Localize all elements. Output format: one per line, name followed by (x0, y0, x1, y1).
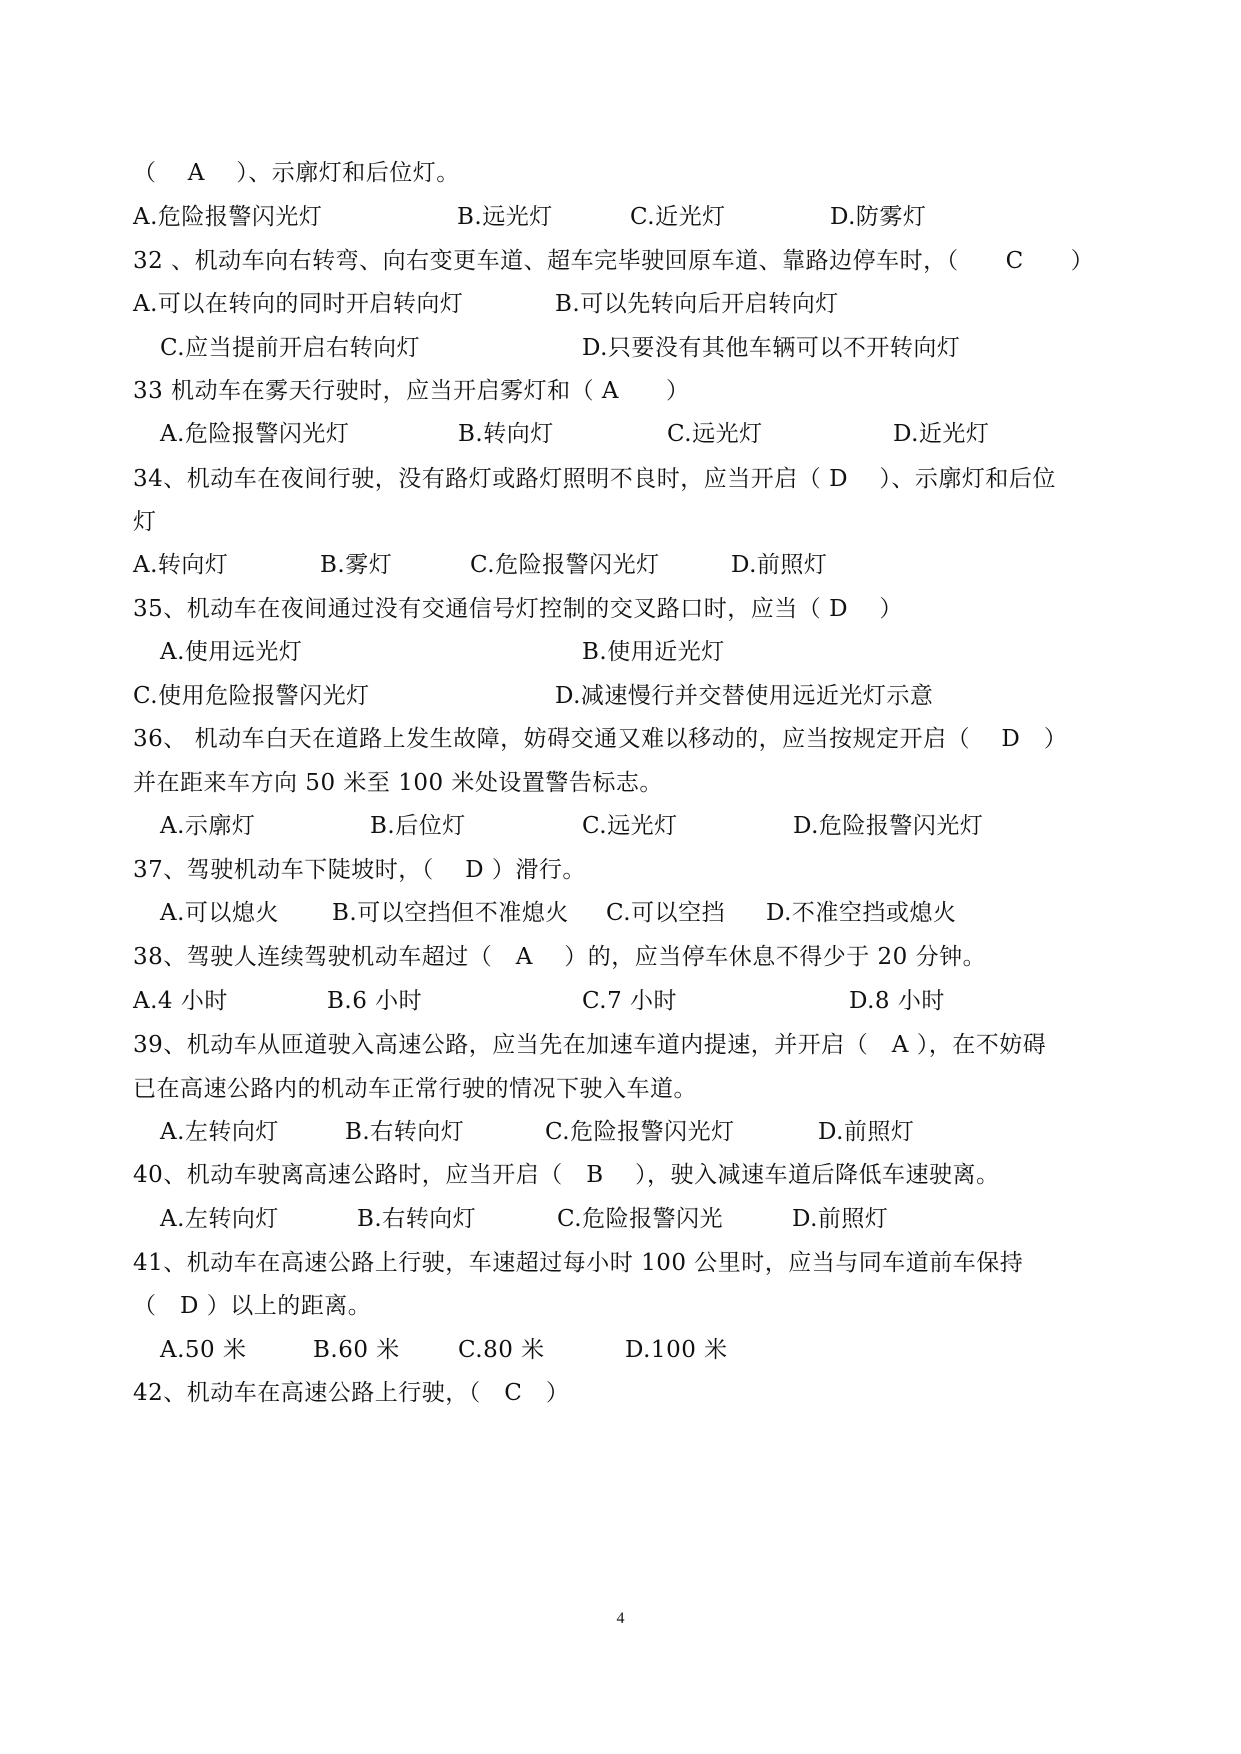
option-text: C.危险报警闪光 (557, 1206, 724, 1232)
option-text: C.危险报警闪光灯 (545, 1119, 735, 1145)
option-text: A.50 米 (160, 1337, 247, 1363)
question-text: （ A ）、示廓灯和后位灯。 (133, 160, 460, 186)
option-text: C.应当提前开启右转向灯 (160, 335, 421, 361)
question-text: 41、机动车在高速公路上行驶，车速超过每小时 100 公里时，应当与同车道前车保持 (133, 1250, 1024, 1276)
question-text: 已在高速公路内的机动车正常行驶的情况下驶入车道。 (133, 1076, 697, 1102)
question-text: 37、驾驶机动车下陡坡时，（ D ）滑行。 (133, 857, 586, 883)
option-text: B.可以空挡但不准熄火 (332, 900, 569, 926)
page-number: 4 (616, 1610, 625, 1627)
option-text: B.右转向灯 (357, 1206, 477, 1232)
question-text: 32 、机动车向右转弯、向右变更车道、超车完毕驶回原车道、靠路边停车时，（ C ） (133, 248, 1095, 274)
option-text: A.转向灯 (133, 552, 229, 578)
option-text: A.可以熄火 (160, 900, 279, 926)
option-text: A.使用远光灯 (160, 639, 303, 665)
question-text: 40、机动车驶离高速公路时，应当开启（ B ），驶入减速车道后降低车速驶离。 (133, 1162, 1000, 1188)
option-text: D.8 小时 (849, 988, 945, 1014)
option-text: C.可以空挡 (606, 900, 726, 926)
option-text: D.只要没有其他车辆可以不开转向灯 (582, 335, 961, 361)
question-text: （ D ）以上的距离。 (133, 1293, 372, 1319)
option-text: B.使用近光灯 (582, 639, 725, 665)
option-text: B.右转向灯 (345, 1119, 465, 1145)
question-text: 36、 机动车白天在道路上发生故障，妨碍交通又难以移动的，应当按规定开启（ D ） (133, 726, 1068, 752)
option-text: D.近光灯 (893, 421, 990, 447)
question-text: 39、机动车从匝道驶入高速公路，应当先在加速车道内提速，并开启（ A ），在不妨碍 (133, 1032, 1047, 1058)
question-text: 42、机动车在高速公路上行驶，（ C ） (133, 1380, 570, 1406)
option-text: B.雾灯 (320, 552, 393, 578)
question-text: 38、驾驶人连续驾驶机动车超过（ A ）的，应当停车休息不得少于 20 分钟。 (133, 944, 987, 970)
option-text: A.示廓灯 (160, 813, 256, 839)
option-text: B.后位灯 (370, 813, 466, 839)
option-text: D.减速慢行并交替使用远近光灯示意 (555, 683, 934, 709)
option-text: C.7 小时 (582, 988, 678, 1014)
question-text: 35、机动车在夜间通过没有交通信号灯控制的交叉路口时，应当（ D ） (133, 596, 903, 622)
option-text: B.转向灯 (458, 421, 554, 447)
option-text: A.可以在转向的同时开启转向灯 (133, 291, 464, 317)
option-text: A.4 小时 (133, 988, 228, 1014)
option-text: A.左转向灯 (160, 1119, 279, 1145)
option-text: C.远光灯 (667, 421, 763, 447)
option-text: B.60 米 (313, 1337, 400, 1363)
option-text: B.远光灯 (457, 204, 553, 230)
option-text: D.前照灯 (792, 1206, 889, 1232)
option-text: C.近光灯 (630, 204, 726, 230)
question-text: 灯 (133, 509, 157, 535)
option-text: D.防雾灯 (830, 204, 927, 230)
option-text: B.6 小时 (327, 988, 423, 1014)
option-text: D.前照灯 (731, 552, 828, 578)
option-text: C.使用危险报警闪光灯 (133, 683, 370, 709)
option-text: B.可以先转向后开启转向灯 (555, 291, 839, 317)
option-text: C.危险报警闪光灯 (470, 552, 660, 578)
option-text: A.危险报警闪光灯 (133, 204, 323, 230)
option-text: A.左转向灯 (160, 1206, 279, 1232)
option-text: D.不准空挡或熄火 (766, 900, 957, 926)
question-text: 34、机动车在夜间行驶，没有路灯或路灯照明不良时，应当开启（ D ）、示廓灯和后位 (133, 466, 1056, 492)
option-text: A.危险报警闪光灯 (160, 421, 350, 447)
option-text: D.前照灯 (818, 1119, 915, 1145)
option-text: C.远光灯 (582, 813, 678, 839)
option-text: C.80 米 (458, 1337, 545, 1363)
question-text: 并在距来车方向 50 米至 100 米处设置警告标志。 (133, 770, 663, 796)
question-text: 33 机动车在雾天行驶时，应当开启雾灯和（ A ） (133, 378, 690, 404)
option-text: D.危险报警闪光灯 (793, 813, 984, 839)
option-text: D.100 米 (625, 1337, 728, 1363)
